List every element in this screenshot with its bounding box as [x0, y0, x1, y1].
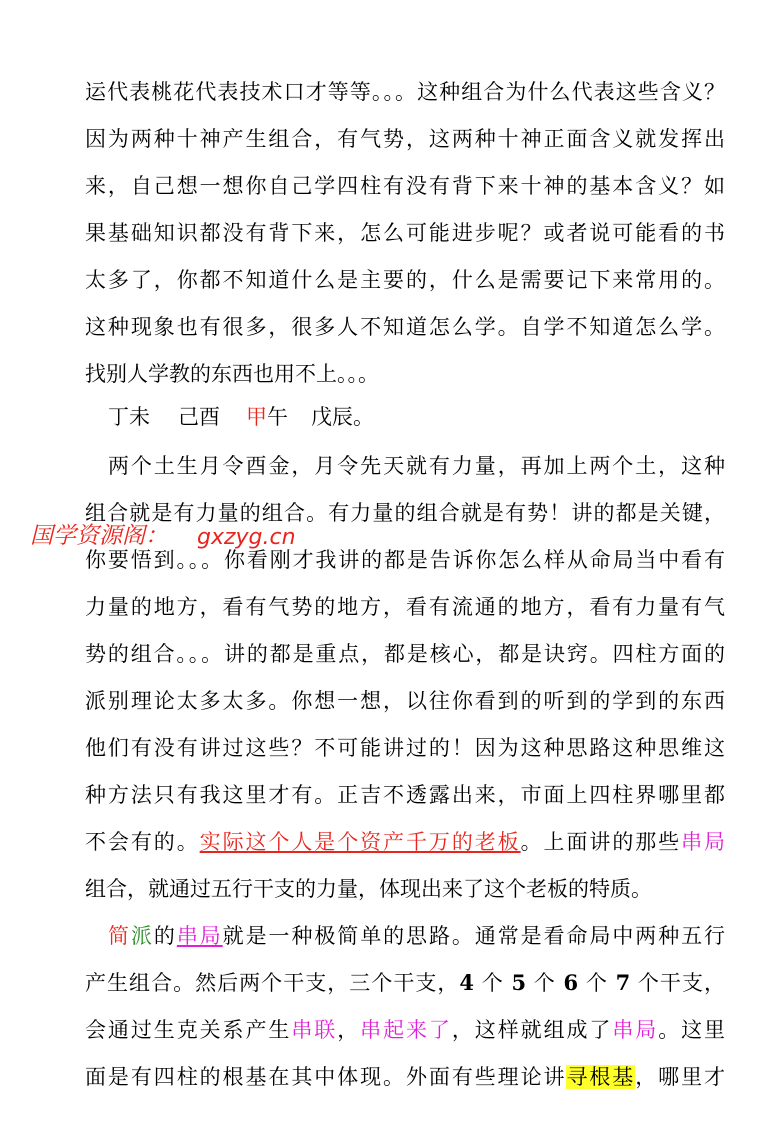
boss-highlight: 实际这个人是个资产千万的老板 [199, 830, 521, 854]
text-segment: ， [337, 1018, 361, 1042]
paragraph-3-line-2 [85, 963, 725, 1003]
text-segment: 的 [153, 924, 177, 948]
paragraph-2-line-8: 种方法只有我这里才有。正吉不透露出来，市面上四柱界哪里都 [85, 783, 725, 807]
number-7: 7 [615, 970, 631, 995]
text-segment: 个 [533, 971, 556, 995]
watermark-label: 国学资源阁： [30, 523, 168, 549]
day-branch: 午 [267, 405, 288, 429]
number-5: 5 [511, 970, 527, 995]
paragraph-2-line-2: 组合就是有力量的组合。有力量的组合就是有势！讲的都是关键， [85, 501, 725, 525]
pai-char: 派 [130, 924, 154, 948]
paragraph-2-line-4: 力量的地方，看有气势的地方，看有流通的地方，看有力量有气 [85, 595, 725, 619]
pillar-month: 己酉 [178, 405, 220, 429]
paragraph-2-line-3 [85, 540, 725, 580]
paragraph-2-line-6: 派别理论太多太多。你想一想，以往你看到的听到的学到的东西 [85, 689, 725, 713]
paragraph-1-line-7: 找别人学教的东西也用不上。。。 [85, 362, 379, 386]
pillar-year: 丁未 [108, 405, 150, 429]
text-segment: ，这样就组成了 [451, 1018, 613, 1042]
text-segment: 面是有四柱的根基在其中体现。外面有些理论讲 [85, 1065, 567, 1089]
text-segment: 就是一种极简单的思路。通常是看命局中两种五行 [222, 924, 725, 948]
pillar-day [246, 397, 288, 437]
paragraph-1-line-1: 运代表桃花代表技术口才等等。。。这种组合为什么代表这些含义？ [85, 80, 725, 104]
paragraph-2-line-5: 势的组合。。。讲的都是重点，都是核心，都是诀窍。四柱方面的 [85, 642, 725, 666]
paragraph-3-line-3 [85, 1010, 725, 1050]
paragraph-1-line-6: 这种现象也有很多，很多人不知道怎么学。自学不知道怎么学。 [85, 315, 725, 339]
text-segment: 。上面讲的那些 [520, 830, 682, 854]
text-segment: 会通过生克关系产生 [85, 1018, 292, 1042]
paragraph-2-line-3-rest: 。。。你看刚才我讲的都是告诉你怎么样从命局当中看有 [176, 548, 725, 572]
paragraph-3-line-1 [108, 916, 725, 956]
paragraph-1-line-2: 因为两种十神产生组合，有气势，这两种十神正面含义就发挥出 [85, 127, 725, 151]
paragraph-2-line-1: 两个土生月令酉金，月令先天就有力量，再加上两个土，这种 [108, 454, 725, 478]
jian-char: 简 [108, 924, 131, 948]
watermark-site: gxzyg.cn [197, 525, 296, 550]
text-segment: 个 [585, 971, 608, 995]
paragraph-2-line-10: 组合，就通过五行干支的力量，体现出来了这个老板的特质。 [85, 877, 652, 901]
paragraph-1-line-4: 果基础知识都没有背下来，怎么可能进步呢？或者说可能看的书 [85, 221, 725, 245]
text-segment: 个干支， [637, 971, 725, 995]
text-segment: 不会有的。 [85, 830, 200, 854]
number-6: 6 [563, 970, 579, 995]
paragraph-1-line-3: 来，自己想一想你自己学四柱有没有背下来十神的基本含义？如 [85, 174, 725, 198]
text-segment: 。这里 [658, 1018, 725, 1042]
text-segment: 个 [481, 971, 504, 995]
chuanju-term: 串局 [612, 1018, 659, 1042]
text-segment: 产生组合。然后两个干支，三个干支， [85, 971, 460, 995]
paragraph-1-line-5: 太多了，你都不知道什么是主要的，什么是需要记下来常用的。 [85, 268, 725, 292]
paragraph-2-line-3-start: 你要悟到 [85, 548, 177, 572]
paragraph-3-line-4 [85, 1057, 725, 1097]
chuanqilai-term: 串起来了 [360, 1018, 452, 1042]
day-stem: 甲 [246, 405, 267, 429]
paragraph-2-line-9 [85, 822, 725, 862]
chuanju-term: 串局 [176, 924, 223, 948]
paragraph-2-line-7: 他们有没有讲过这些？不可能讲过的！因为这种思路这种思维这 [85, 736, 725, 760]
chuanlian-term: 串联 [291, 1018, 338, 1042]
text-segment: ，哪里才 [635, 1065, 725, 1089]
pillar-hour: 戊辰。 [311, 405, 374, 429]
number-4: 4 [459, 970, 475, 995]
chuanju-term: 串局 [681, 830, 725, 854]
xungenji-highlight: 寻根基 [566, 1065, 636, 1089]
